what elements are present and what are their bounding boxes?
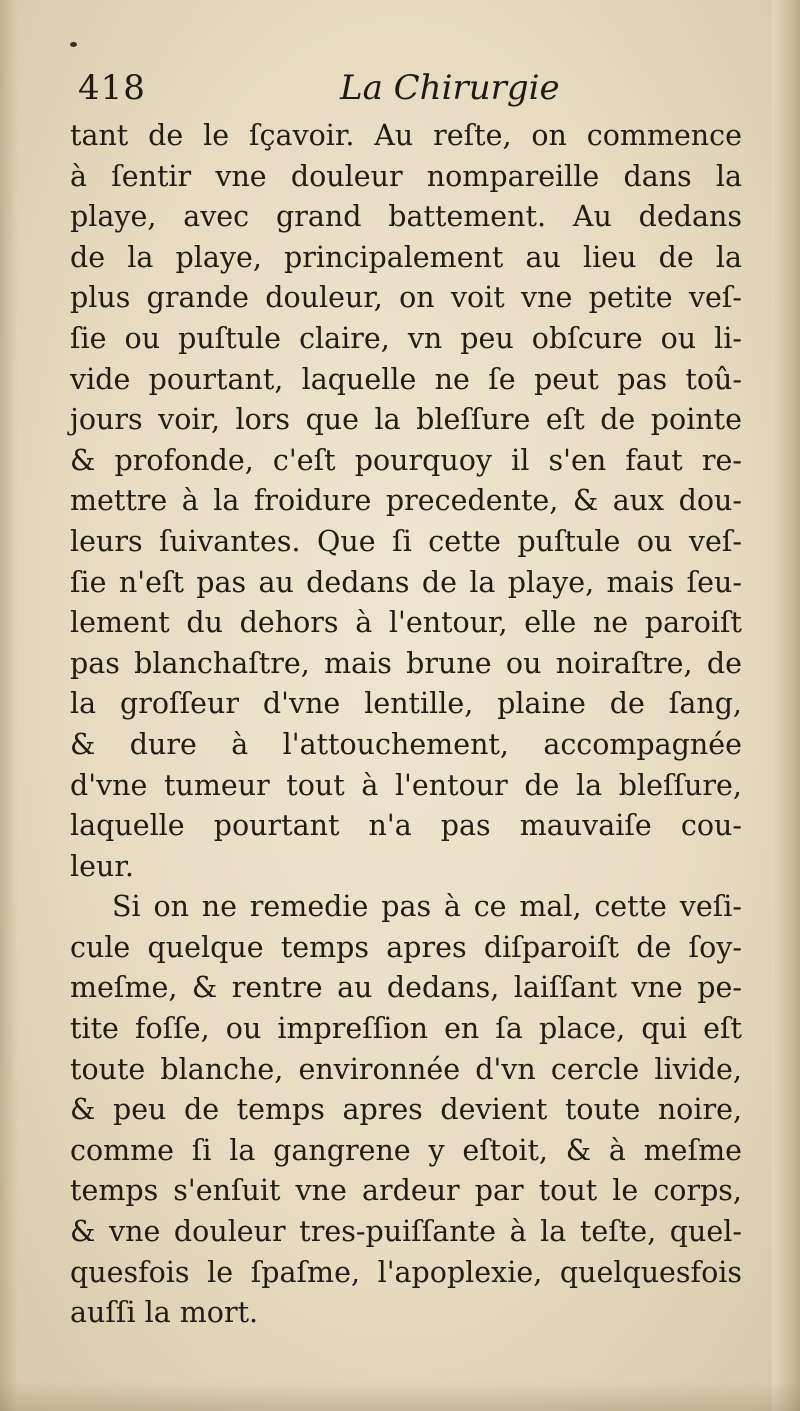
text-line: playe, avec grand battement. Au dedans [70, 200, 742, 234]
text-line: & peu de temps apres devient toute noire, [70, 1093, 742, 1127]
text-line: leurs ſuivantes. Que ſi cette puſtule ou veſ- [70, 524, 742, 558]
text-line: mettre à la froidure precedente, & aux dou- [70, 484, 742, 518]
text-line: & vne douleur tres-puiſſante à la teſte, quel- [70, 1215, 742, 1249]
text-line: jours voir, lors que la bleſſure eſt de pointe [70, 403, 742, 437]
text-line: de la playe, principalement au lieu de la [70, 240, 742, 274]
text-line: à ſentir vne douleur nompareille dans la [70, 159, 742, 193]
page-number: 418 [78, 68, 146, 108]
text-line: vide pourtant, laquelle ne ſe peut pas toû- [70, 362, 742, 396]
running-title: La Chirurgie [340, 68, 560, 108]
text-line: & profonde, c'eſt pourquoy il s'en faut re- [70, 443, 742, 477]
text-line: tant de le ſçavoir. Au reſte, on commence [70, 119, 742, 152]
text-line: temps s'enſuit vne ardeur par tout le corps, [70, 1174, 742, 1208]
text-line: lement du dehors à l'entour, elle ne paroiſt [70, 606, 742, 640]
page-right-edge [772, 0, 800, 1411]
text-line: toute blanche, environnée d'vn cercle livide, [70, 1052, 742, 1086]
ink-speck [70, 42, 77, 47]
text-line: d'vne tumeur tout à l'entour de la bleſſure, [70, 768, 742, 802]
text-line: laquelle pourtant n'a pas mauvaiſe cou- [70, 809, 742, 843]
paragraph-start-line: Si on ne remedie pas à ce mal, cette veſi- [112, 890, 742, 924]
text-line: cule quelque temps apres diſparoiſt de ſoy- [70, 930, 742, 964]
text-line: auſſi la mort. [70, 1296, 259, 1330]
text-line: ſie n'eſt pas au dedans de la playe, mais ſeu- [70, 565, 742, 599]
text-line: quesfois le ſpaſme, l'apoplexie, quelquesfois [70, 1255, 742, 1289]
text-line: la groſſeur d'vne lentille, plaine de ſang, [70, 687, 742, 721]
body-text [70, 116, 742, 1334]
text-line: pas blanchaſtre, mais brune ou noiraſtre, de [70, 646, 742, 680]
page-left-shadow [0, 0, 18, 1411]
page-bottom-shadow [0, 1381, 800, 1411]
text-line: leur. [70, 849, 134, 883]
text-line: comme ſi la gangrene y eſtoit, & à meſme [70, 1133, 742, 1167]
text-line: tite foſſe, ou impreſſion en ſa place, qui eſt [70, 1012, 742, 1046]
text-line: & dure à l'attouchement, accompagnée [70, 727, 742, 761]
page-header [78, 68, 768, 116]
text-line: ſie ou puſtule claire, vn peu obſcure ou li- [70, 321, 742, 355]
text-line: meſme, & rentre au dedans, laiſſant vne pe- [70, 971, 742, 1005]
text-line: plus grande douleur, on voit vne petite veſ- [70, 281, 742, 315]
